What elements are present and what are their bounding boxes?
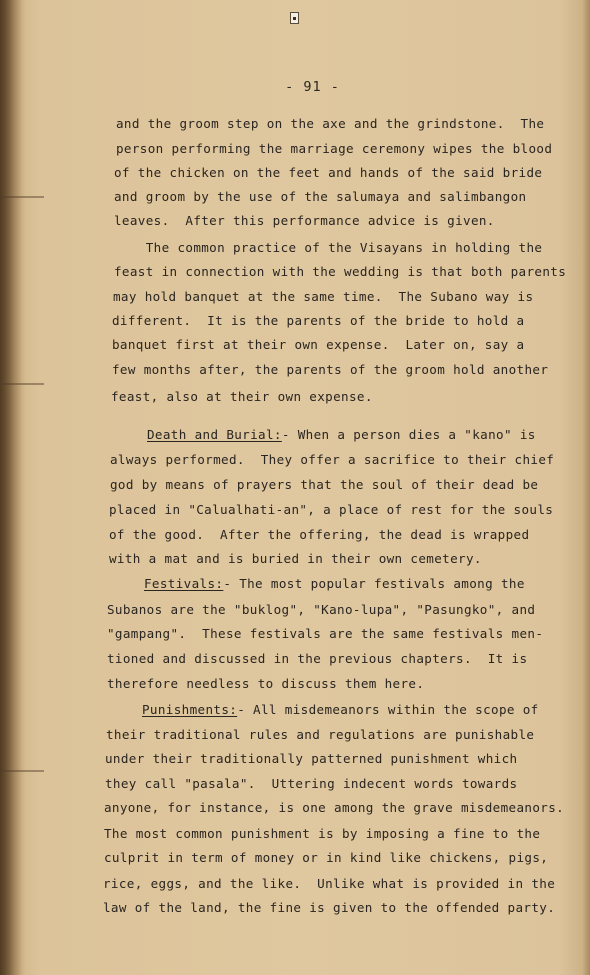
line-text: and the groom step on the axe and the grindstone. The — [116, 116, 545, 131]
line-text: person performing the marriage ceremony wipes the blood — [116, 141, 553, 156]
text-line — [103, 876, 555, 891]
line-text: and groom by the use of the salumaya and salimbangon — [114, 189, 527, 204]
text-line — [107, 676, 424, 691]
text-line — [113, 289, 533, 304]
text-line — [147, 427, 536, 442]
line-text: The most common punishment is by imposing a fine to the — [104, 826, 541, 841]
line-text: under their traditionally patterned punishment which — [105, 751, 518, 766]
line-text: tioned and discussed in the previous chapters. It is — [107, 651, 528, 666]
line-text: - When a person dies a "kano" is — [281, 427, 536, 442]
text-line — [114, 240, 542, 255]
text-line — [114, 165, 542, 180]
line-text: - All misdemeanors within the scope of — [237, 702, 539, 717]
text-line — [112, 337, 524, 352]
line-text: god by means of prayers that the soul of their dead be — [110, 477, 539, 492]
line-text: leaves. After this performance advice is given. — [114, 213, 495, 228]
line-text: culprit in term of money or in kind like chickens, pigs, — [104, 850, 549, 865]
text-line — [142, 702, 539, 717]
line-text: of the chicken on the feet and hands of the said bride — [114, 165, 543, 180]
line-text: of the good. After the offering, the dead is wrapped — [109, 527, 530, 542]
text-line — [116, 116, 544, 131]
line-text: "gampang". These festivals are the same festivals men- — [107, 626, 544, 641]
line-text: therefore needless to discuss them here. — [107, 676, 425, 691]
line-text: rice, eggs, and the like. Unlike what is provided in the — [103, 876, 556, 891]
line-text: feast in connection with the wedding is that both parents — [114, 264, 567, 279]
text-line — [103, 900, 555, 915]
line-text: - The most popular festivals among the — [223, 576, 525, 591]
text-line — [111, 389, 373, 404]
line-text: feast, also at their own expense. — [111, 389, 373, 404]
text-line — [104, 800, 564, 815]
line-text: placed in "Calualhati-an", a place of rest for the souls — [109, 502, 554, 517]
section-heading: Festivals: — [144, 576, 224, 591]
line-text: with a mat and is buried in their own cemetery. — [109, 551, 482, 566]
line-text: The common practice of the Visayans in holding the — [114, 240, 543, 255]
page-number: - 91 - — [285, 79, 340, 95]
line-text: Subanos are the "buklog", "Kano-lupa", "Pasungko", and — [107, 602, 536, 617]
text-line — [106, 727, 534, 742]
text-line — [144, 576, 525, 591]
text-line — [107, 626, 543, 641]
line-text: different. It is the parents of the bride to hold a — [112, 313, 525, 328]
line-text: may hold banquet at the same time. The Subano way is — [113, 289, 534, 304]
line-text: always performed. They offer a sacrifice to their chief — [110, 452, 555, 467]
text-line — [109, 551, 482, 566]
section-heading: Death and Burial: — [147, 427, 282, 442]
text-line — [114, 264, 566, 279]
text-line — [105, 776, 517, 791]
text-line — [114, 189, 526, 204]
line-text: banquet first at their own expense. Later on, say a — [112, 337, 525, 352]
text-line — [107, 651, 527, 666]
line-text: their traditional rules and regulations are punishable — [106, 727, 535, 742]
line-text: they call "pasala". Uttering indecent words towards — [105, 776, 518, 791]
line-text: law of the land, the fine is given to the offended party. — [103, 900, 556, 915]
text-line — [112, 313, 524, 328]
text-line — [104, 850, 548, 865]
text-line — [114, 213, 495, 228]
text-line — [109, 527, 529, 542]
text-line — [104, 826, 540, 841]
text-line — [107, 602, 535, 617]
section-heading: Punishments: — [142, 702, 238, 717]
text-line — [112, 362, 548, 377]
line-text: anyone, for instance, is one among the grave misdemeanors. — [104, 800, 565, 815]
text-line — [109, 502, 553, 517]
text-line — [116, 141, 552, 156]
text-line — [110, 452, 554, 467]
line-text: few months after, the parents of the groom hold another — [112, 362, 549, 377]
text-line — [110, 477, 538, 492]
text-line — [105, 751, 517, 766]
